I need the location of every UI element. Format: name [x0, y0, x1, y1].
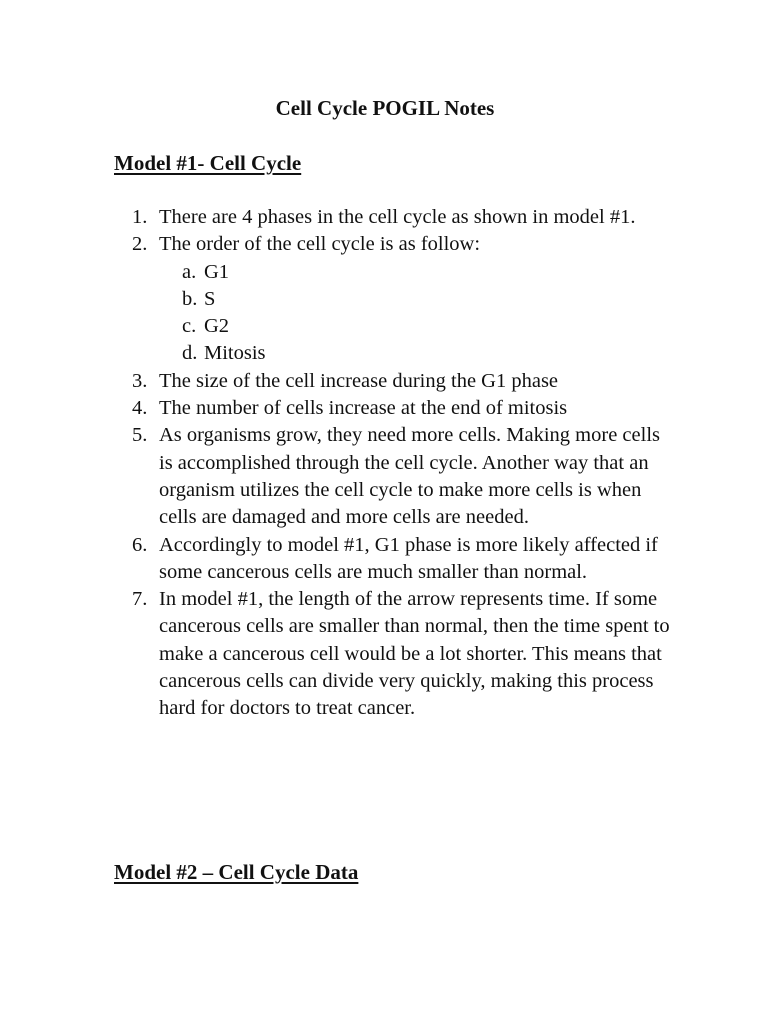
- sub-item-letter: a.: [182, 260, 197, 283]
- sub-list-item: [159, 259, 674, 286]
- item-text: Accordingly to model #1, G1 phase is more likely affected if some cancerous cells are much smaller than normal.: [159, 533, 658, 583]
- sub-list-item: [159, 286, 674, 313]
- list-item: [114, 422, 674, 531]
- section-heading-model-2: Model #2 – Cell Cycle Data: [114, 860, 359, 884]
- item-number: 7.: [132, 588, 148, 611]
- list-item: [114, 395, 674, 422]
- list-item: [114, 368, 674, 395]
- document-title: Cell Cycle POGIL Notes: [275, 96, 495, 120]
- item-number: 2.: [132, 233, 148, 256]
- cell-cycle-order-list: [159, 259, 674, 368]
- sub-list-item: [159, 313, 674, 340]
- answers-list: [114, 204, 674, 723]
- list-item: [114, 231, 674, 367]
- item-text: As organisms grow, they need more cells. Making more cells is accomplished through the cell cycle. Another way that an organism utilizes the cell cycle to make more cells is when cells are damaged and more cells are needed.: [159, 424, 660, 529]
- item-number: 4.: [132, 397, 148, 420]
- section-heading-model-1: Model #1- Cell Cycle: [114, 151, 302, 175]
- sub-item-letter: b.: [182, 287, 198, 310]
- sub-item-letter: c.: [182, 315, 197, 338]
- sub-item-text: G1: [204, 260, 230, 283]
- sub-list-item: [159, 340, 674, 367]
- item-number: 5.: [132, 424, 148, 447]
- item-text: The order of the cell cycle is as follow:: [159, 233, 481, 256]
- item-number: 3.: [132, 369, 148, 392]
- item-number: 6.: [132, 533, 148, 556]
- item-number: 1.: [132, 206, 148, 228]
- sub-item-text: Mitosis: [204, 342, 266, 365]
- sub-item-text: S: [204, 287, 216, 310]
- item-text: There are 4 phases in the cell cycle as shown in model #1.: [159, 206, 636, 228]
- list-item: [114, 532, 674, 587]
- sub-item-text: G2: [204, 315, 230, 338]
- list-item: [114, 586, 674, 722]
- item-text: In model #1, the length of the arrow represents time. If some cancerous cells are smaller than normal, then the time spent to make a cancerous cell would be a lot shorter. This means that cancerous cells can divide very quickly, making this process hard for doctors to treat cancer.: [159, 588, 670, 720]
- item-text: The number of cells increase at the end of mitosis: [159, 397, 568, 420]
- sub-item-letter: d.: [182, 342, 198, 365]
- item-text: The size of the cell increase during the G1 phase: [159, 369, 559, 392]
- list-item: [114, 204, 674, 231]
